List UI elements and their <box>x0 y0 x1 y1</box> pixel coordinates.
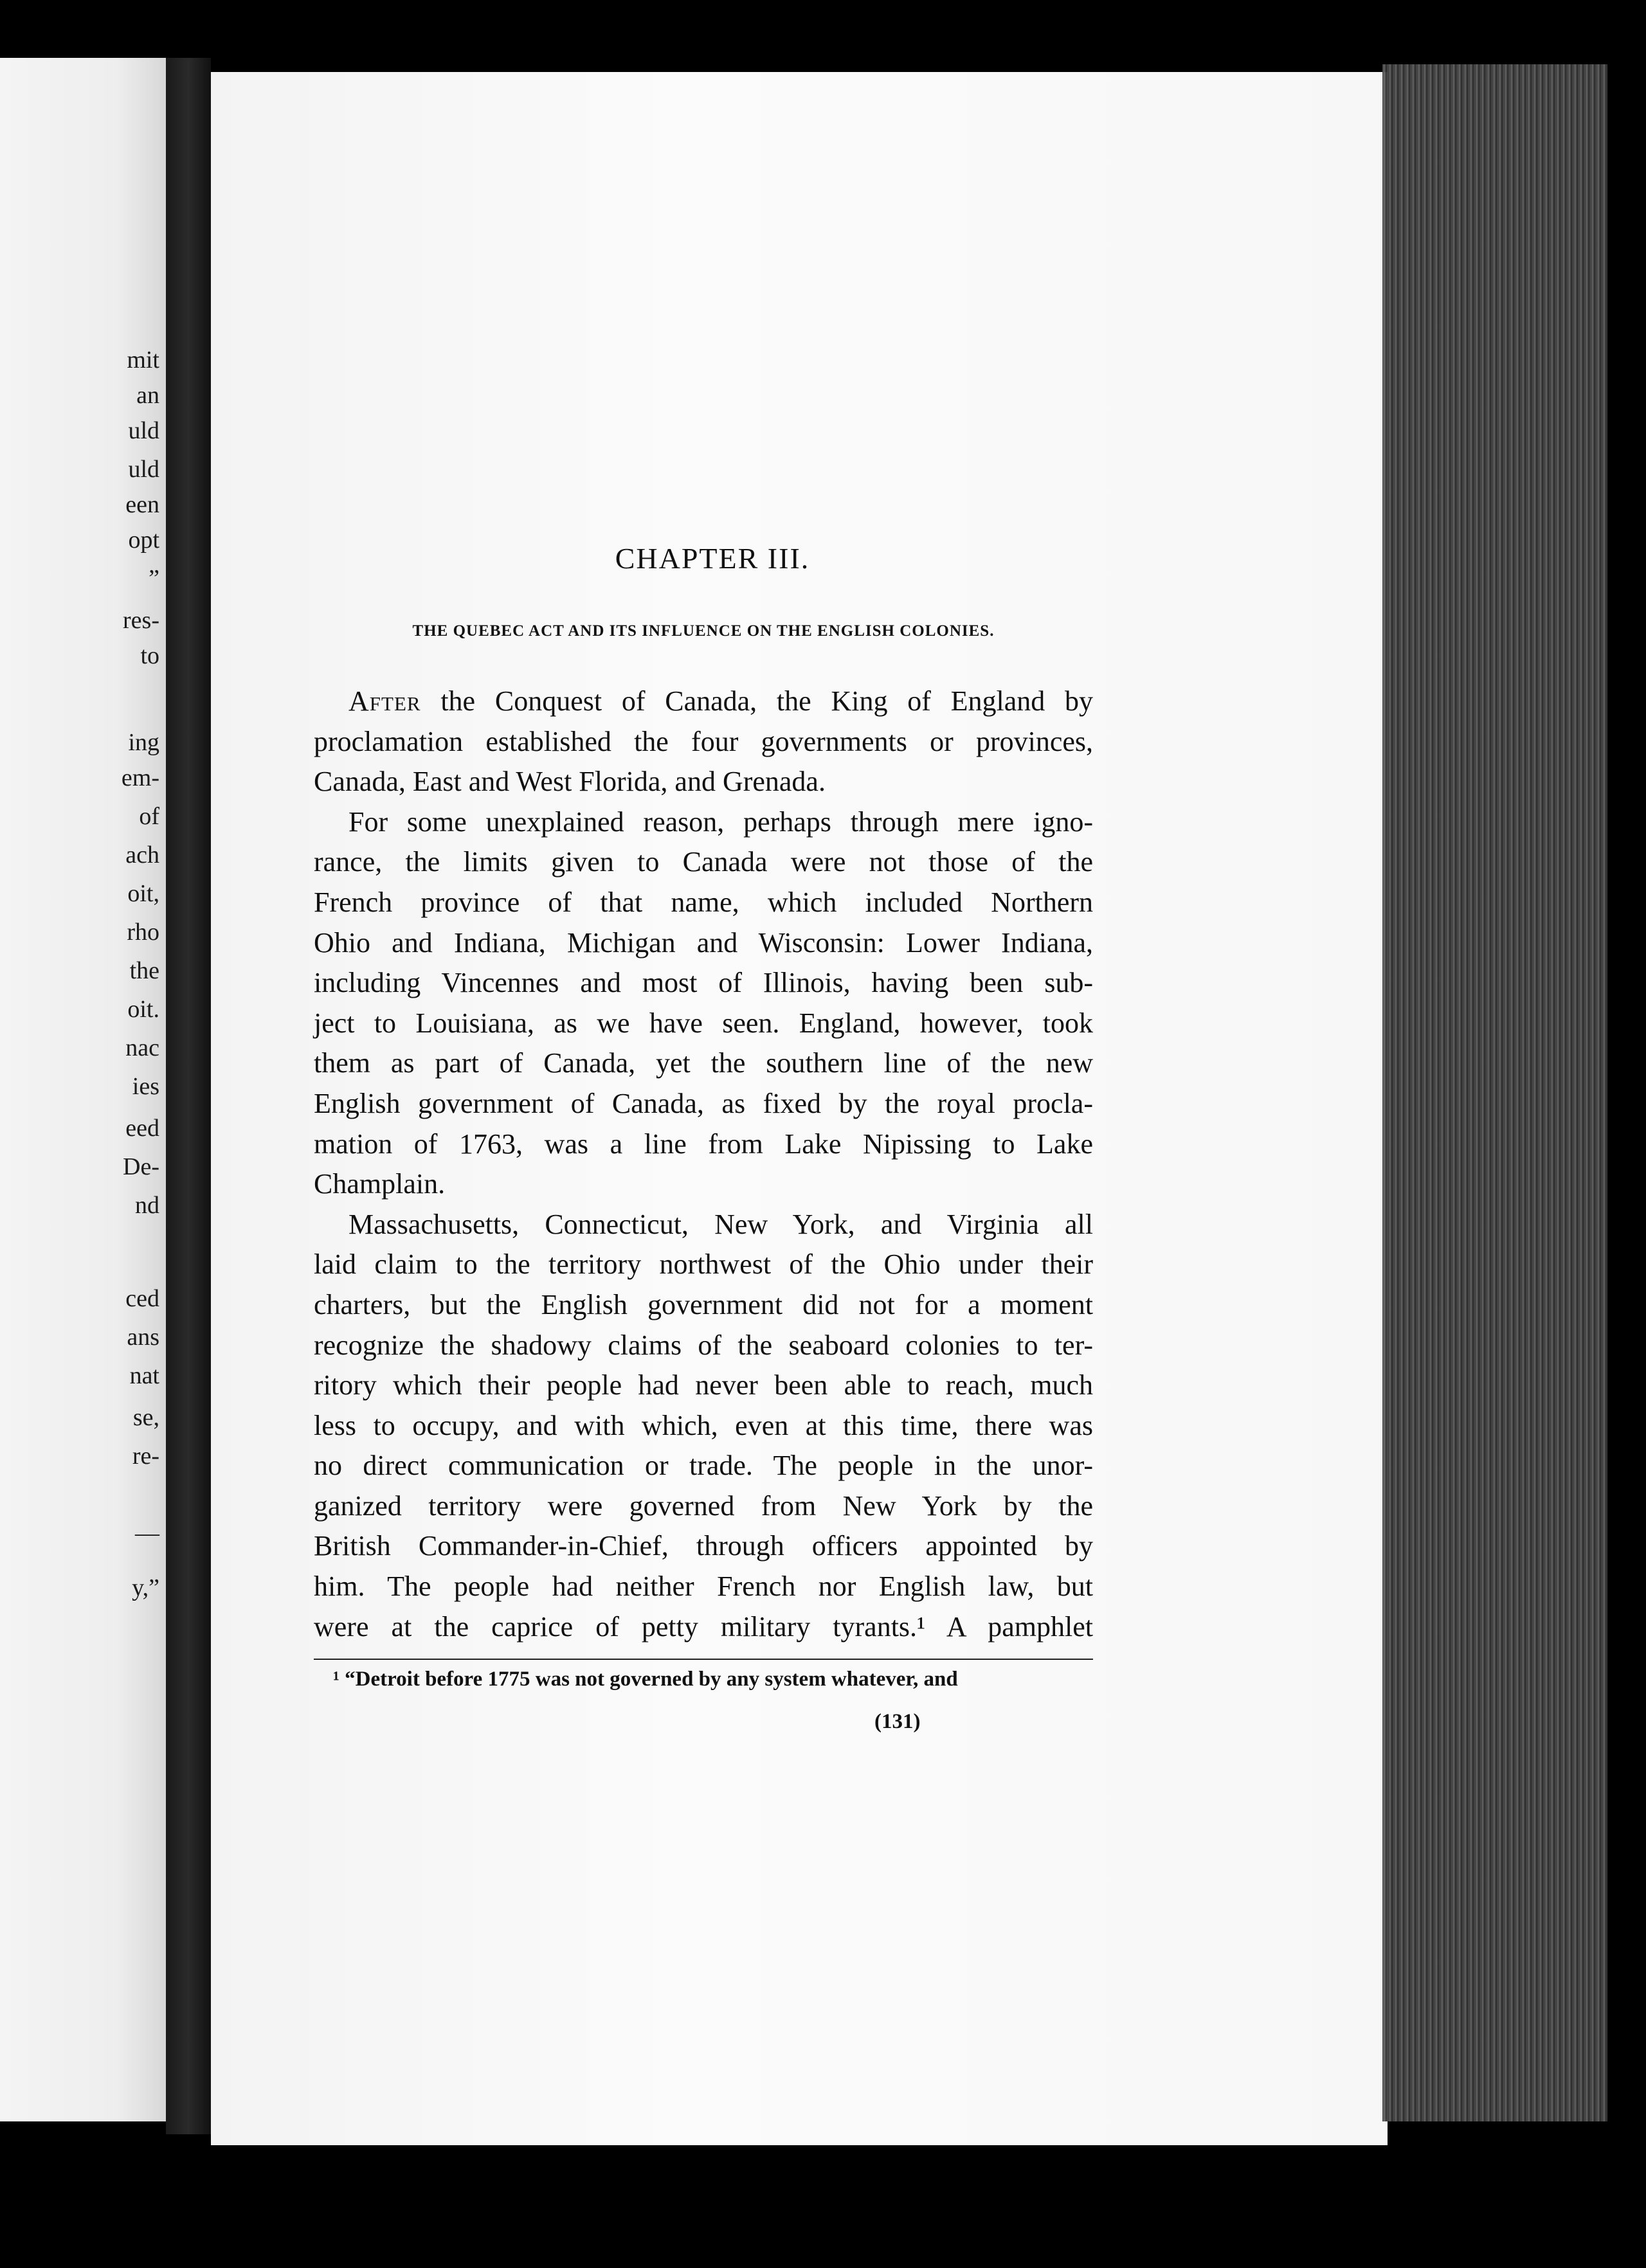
chapter-body <box>314 681 1093 1647</box>
paragraph-2-line-3: French province of that name, which included Northern <box>314 886 1093 918</box>
left-page-fragment: — <box>135 1520 159 1547</box>
left-page-fragment: ” <box>149 565 159 592</box>
left-page-fragment: ies <box>132 1073 159 1100</box>
paragraph-3-line-2: laid claim to the territory northwest of the Ohio under their <box>314 1248 1093 1281</box>
left-page-fragment: to <box>140 642 159 669</box>
paragraph-3-line-5: ritory which their people had never been able to reach, much <box>314 1369 1093 1401</box>
paragraph-2-line-10: Champlain. <box>314 1168 446 1200</box>
left-page-fragment: opt <box>128 526 159 554</box>
left-page-fragment: re- <box>132 1443 159 1470</box>
left-page-fragment: the <box>129 957 159 984</box>
paragraph-3-line-1: Massachusetts, Connecticut, New York, and Virginia all <box>348 1208 1093 1240</box>
paragraph-1-lead: After <box>348 685 421 717</box>
left-page-fragment: se, <box>132 1404 159 1431</box>
paragraph-3-line-4: recognize the shadowy claims of the seaboard colonies to ter- <box>314 1329 1093 1361</box>
left-page-fragment: eed <box>125 1115 159 1142</box>
left-page-fragment: of <box>139 803 159 830</box>
left-page-fragment: nd <box>135 1192 159 1219</box>
left-page-fragment: ing <box>128 729 159 756</box>
left-page-fragment: mit <box>127 346 159 374</box>
left-page-fragment: nac <box>125 1034 159 1061</box>
left-page-fragment: nat <box>129 1362 159 1389</box>
paragraph-1 <box>314 681 1093 722</box>
paragraph-2-line-9: mation of 1763, was a line from Lake Nipissing to Lake <box>314 1128 1093 1160</box>
paragraph-3-line-3: charters, but the English government did not for a moment <box>314 1288 1093 1320</box>
footnote: ¹ “Detroit before 1775 was not governed by any system whatever, and <box>333 1668 958 1691</box>
paragraph-2-line-1: For some unexplained reason, perhaps through mere igno- <box>348 806 1093 838</box>
left-page-fragment: uld <box>128 456 159 483</box>
left-page-fragment: oit. <box>127 996 159 1023</box>
chapter-title: CHAPTER III. <box>615 542 810 575</box>
paragraph-2-line-7: them as part of Canada, yet the southern line of the new <box>314 1047 1093 1079</box>
paragraph-1-line-3: Canada, East and West Florida, and Grenada. <box>314 766 826 798</box>
paragraph-3-line-6: less to occupy, and with which, even at this time, there was <box>314 1409 1093 1441</box>
left-page-fragment: ach <box>125 842 159 869</box>
paragraph-3-line-7: no direct communication or trade. The people in the unor- <box>314 1450 1093 1482</box>
paragraph-2-line-2: rance, the limits given to Canada were not those of the <box>314 846 1093 878</box>
paragraph-3-line-9: British Commander-in-Chief, through officers appointed by <box>314 1530 1093 1562</box>
paragraph-3-line-11: were at the caprice of petty military tyrants.¹ A pamphlet <box>314 1610 1093 1643</box>
paragraph-1-line-1: the Conquest of Canada, the King of England by <box>421 685 1093 717</box>
paragraph-2-line-8: English government of Canada, as fixed by the royal procla- <box>314 1087 1093 1119</box>
left-page-fragment: em- <box>121 764 159 791</box>
paragraph-2-line-4: Ohio and Indiana, Michigan and Wisconsin: Lower Indiana, <box>314 926 1093 959</box>
left-page-fragment: uld <box>128 417 159 444</box>
page-number: (131) <box>874 1710 921 1733</box>
paragraph-3-line-8: ganized territory were governed from New York by the <box>314 1490 1093 1522</box>
left-page-fragment: an <box>136 382 159 409</box>
paragraph-1-line-2: proclamation established the four governments or provinces, <box>314 725 1093 757</box>
paragraph-2-line-6: ject to Louisiana, as we have seen. England, however, took <box>314 1007 1093 1039</box>
left-page-fragment: rho <box>127 919 159 946</box>
book-gutter <box>166 58 211 2134</box>
left-page-fragment: res- <box>123 607 159 634</box>
page-edges <box>1382 64 1607 2121</box>
paragraph-3-line-10: him. The people had neither French nor English law, but <box>314 1571 1093 1603</box>
left-page-fragment: oit, <box>127 880 159 907</box>
left-page <box>0 58 166 2121</box>
chapter-subtitle: THE QUEBEC ACT AND ITS INFLUENCE ON THE ENGLISH COLONIES. <box>412 622 995 640</box>
left-page-fragment: y,” <box>132 1574 159 1601</box>
left-page-fragment: ans <box>127 1324 159 1351</box>
footnote-divider <box>314 1659 1093 1660</box>
left-page-fragment: een <box>125 491 159 518</box>
left-page-fragment: De- <box>123 1153 159 1180</box>
paragraph-2-line-5: including Vincennes and most of Illinois, having been sub- <box>314 967 1093 999</box>
left-page-fragment: ced <box>125 1285 159 1312</box>
